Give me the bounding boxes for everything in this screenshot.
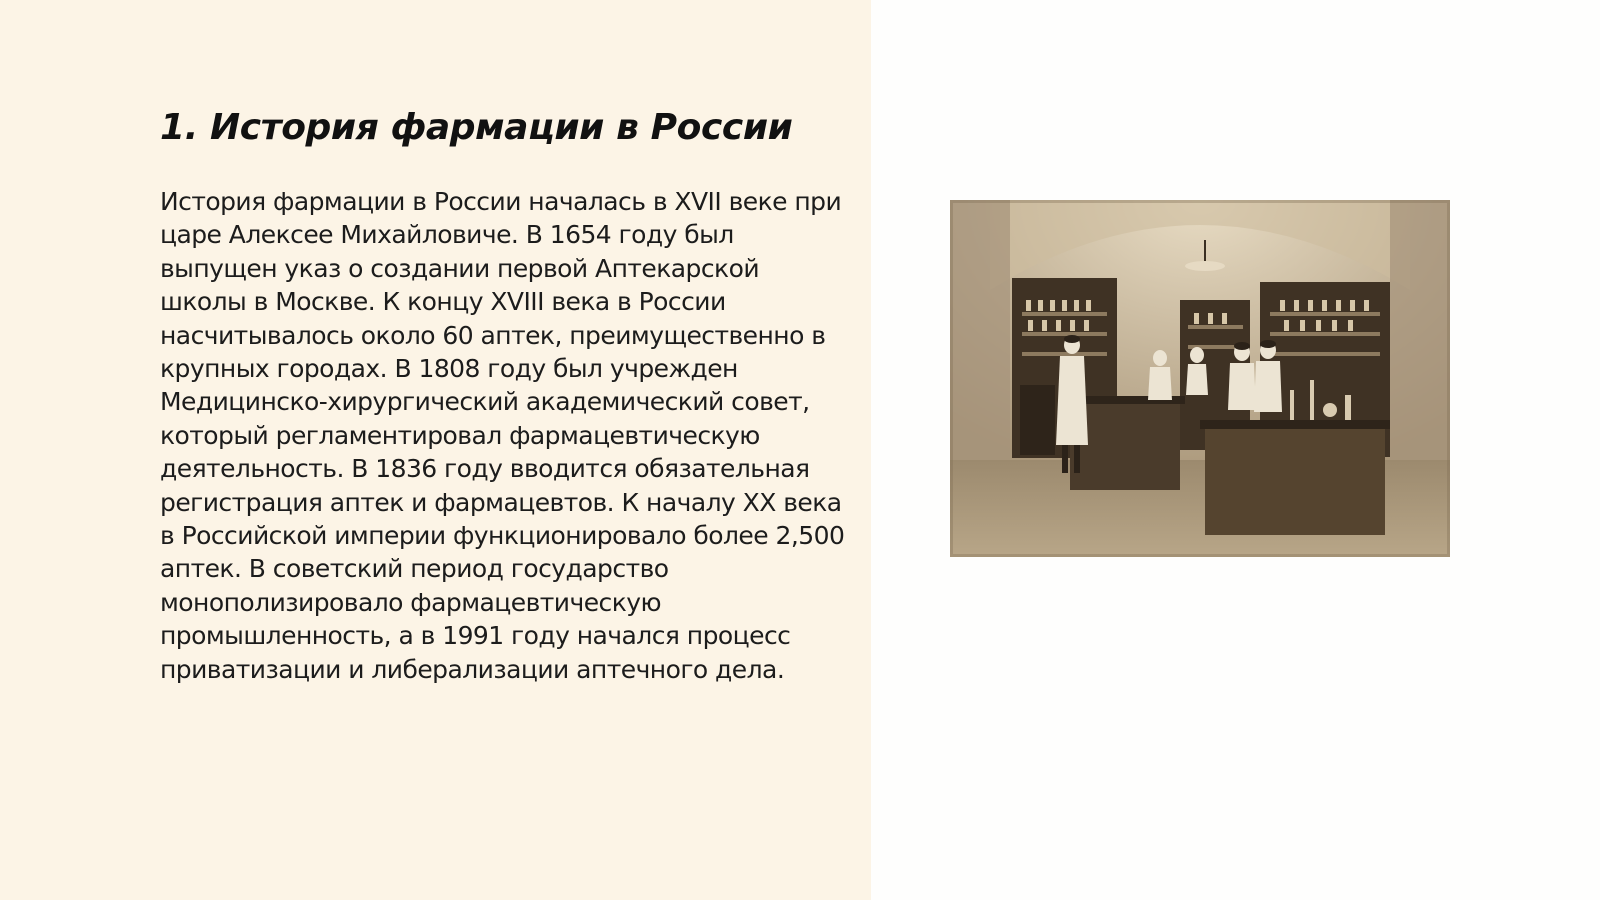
slide-title: 1. История фармации в России xyxy=(160,107,793,148)
historical-pharmacy-photo xyxy=(950,200,1450,557)
slide-body-text: История фармации в России началась в XVII веке при царе Алексее Михайловиче. В 1654 году был выпущен указ о создании первой Аптекарской школы в Москве. К концу XVIII века в России насчитывалось около 60 аптек, преимущественно в крупных городах. В 1808 году был учрежден Медицинско-хирургический академический совет, который регламентировал фармацевтическую деятельность. В 1836 году вводится обязательная регистрация аптек и фармацевтов. К началу XX века в Российской империи функционировало более 2,500 аптек. В советский период государство монополизировало фармацевтическую промышленность, а в 1991 году начался процесс приватизации и либерализации аптечного дела. xyxy=(160,187,845,684)
